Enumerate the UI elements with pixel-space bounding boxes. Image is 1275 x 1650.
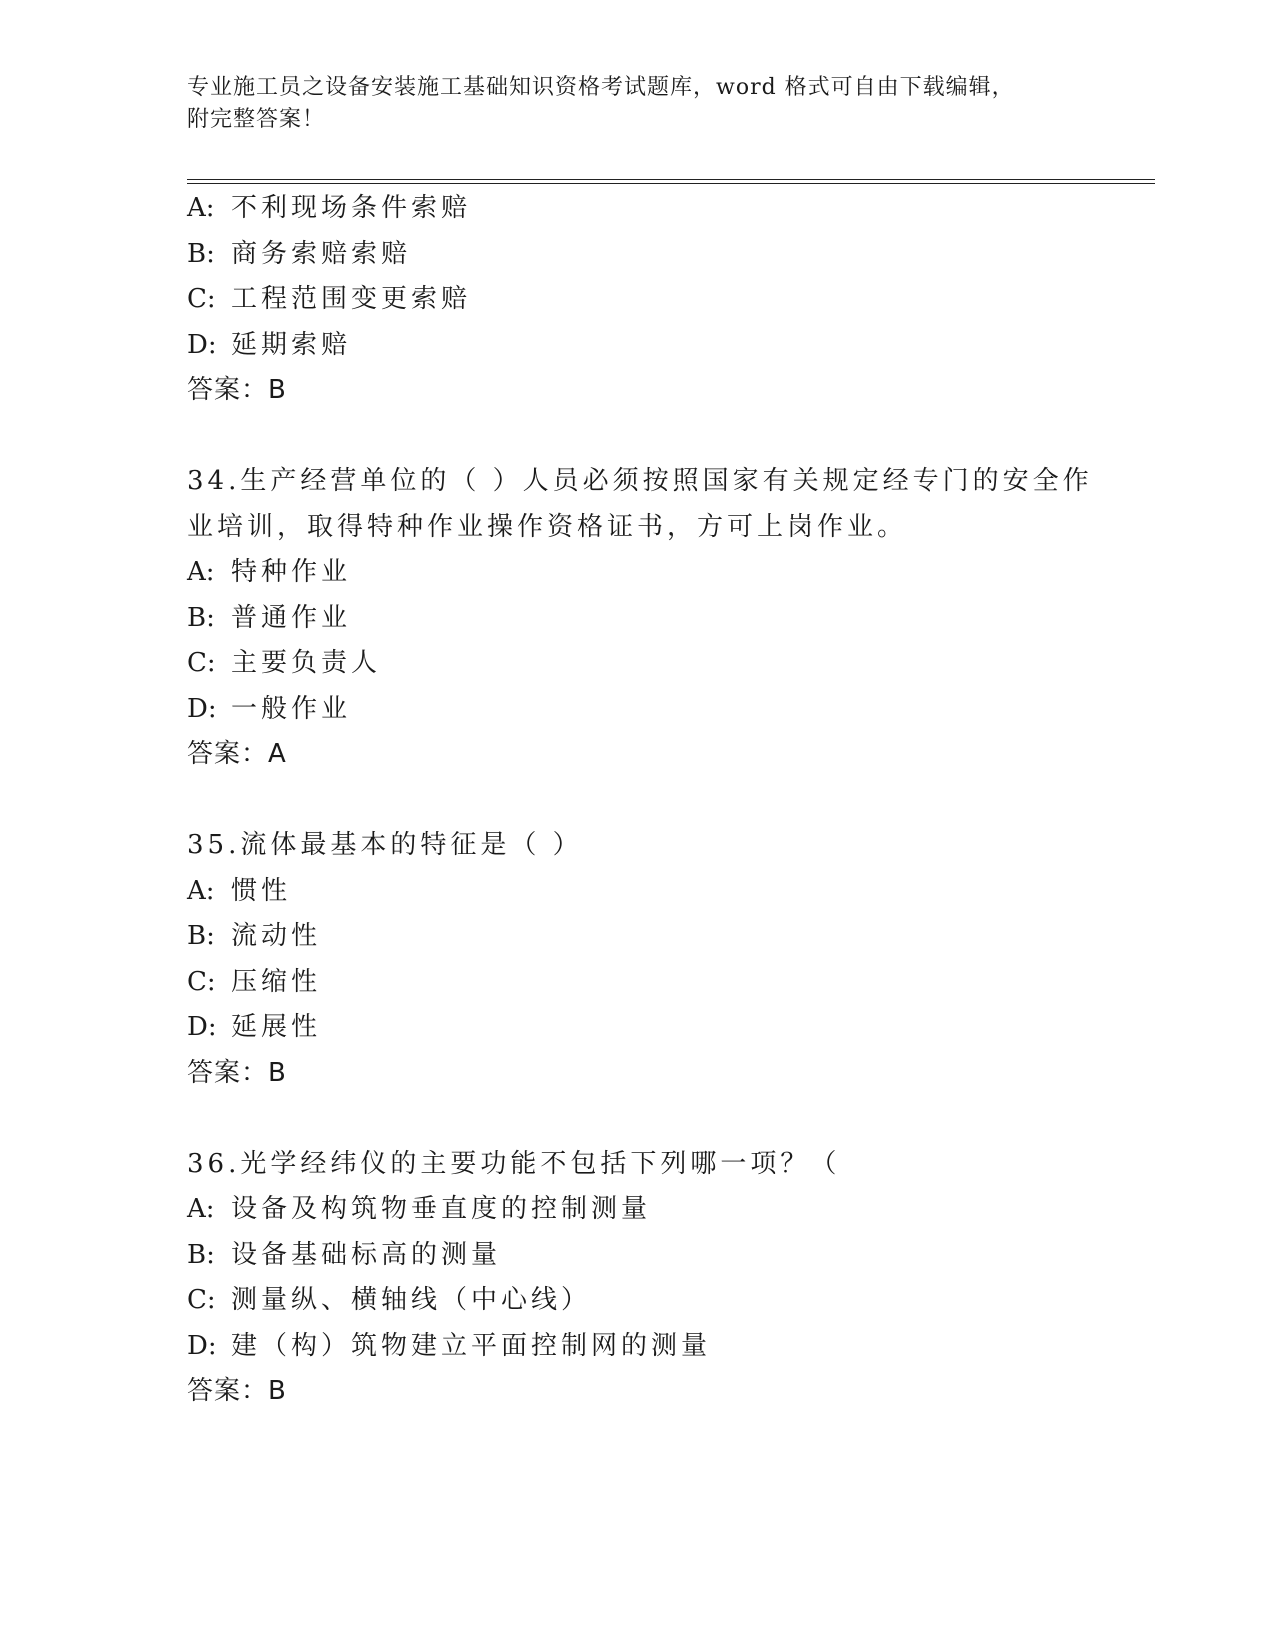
option-text: 压缩性 (231, 966, 322, 997)
option-c (187, 960, 1087, 1006)
document-header (187, 72, 1067, 136)
header-divider-top (187, 179, 1155, 180)
option-key: A: (187, 193, 215, 223)
option-text: 主要负责人 (231, 648, 382, 678)
option-key: C: (187, 648, 216, 678)
option-b (187, 914, 1087, 960)
option-key: D: (187, 1330, 217, 1361)
option-text: 普通作业 (231, 602, 352, 633)
option-c (187, 641, 1087, 687)
option-key: A: (187, 875, 215, 906)
option-key: D: (187, 1012, 217, 1042)
question-stem-line-2: 业培训，取得特种作业操作资格证书，方可上岗作业。 (187, 511, 908, 542)
question-36 (187, 1142, 1087, 1415)
spacer (187, 778, 1087, 824)
option-key: B: (187, 602, 215, 633)
question-stem-line-1: 34.生产经营单位的（ ）人员必须按照国家有关规定经专门的安全作 (187, 466, 1093, 496)
option-text: 工程范围变更索赔 (231, 284, 472, 314)
option-d (187, 1324, 1087, 1370)
option-a (187, 550, 1087, 596)
header-line-1: 专业施工员之设备安装施工基础知识资格考试题库，word 格式可自由下载编辑， (187, 75, 1015, 100)
option-b (187, 596, 1087, 642)
option-key: C: (187, 284, 216, 314)
option-key: D: (187, 329, 217, 360)
option-text: 惯性 (231, 875, 292, 906)
question-35 (187, 823, 1087, 1096)
question-stem: 36.光学经纬仪的主要功能不包括下列哪一项？（ (187, 1148, 841, 1179)
option-text: 延期索赔 (231, 329, 352, 360)
question-33 (187, 186, 1087, 414)
header-divider-bottom (187, 183, 1155, 184)
question-stem: 35.流体最基本的特征是（ ） (187, 830, 583, 860)
option-c (187, 1278, 1087, 1324)
option-text: 不利现场条件索赔 (231, 193, 472, 223)
option-d (187, 687, 1087, 733)
option-key: B: (187, 921, 215, 951)
option-text: 流动性 (231, 921, 322, 951)
option-text: 一般作业 (231, 693, 352, 724)
question-34 (187, 459, 1093, 778)
option-key: B: (187, 1239, 215, 1270)
answer-line: 答案：B (187, 1057, 287, 1088)
answer-line: 答案：A (187, 739, 287, 769)
option-text: 测量纵、横轴线（中心线） (231, 1285, 592, 1315)
option-text: 设备基础标高的测量 (231, 1239, 502, 1270)
option-d (187, 323, 1087, 369)
header-line-2: 附完整答案！ (187, 107, 326, 132)
option-key: C: (187, 1285, 216, 1315)
option-key: A: (187, 1194, 215, 1224)
option-d (187, 1005, 1087, 1051)
option-b (187, 232, 1087, 278)
option-key: C: (187, 966, 216, 997)
spacer (187, 1096, 1087, 1142)
answer-line: 答案：B (187, 1376, 287, 1406)
option-a (187, 186, 1087, 232)
option-key: B: (187, 238, 215, 269)
option-text: 特种作业 (231, 557, 352, 587)
option-b (187, 1233, 1087, 1279)
option-c (187, 277, 1087, 323)
option-key: D: (187, 693, 217, 724)
option-text: 延展性 (231, 1012, 322, 1042)
question-list (187, 186, 1093, 1415)
spacer (187, 414, 1087, 460)
option-key: A: (187, 557, 215, 587)
option-text: 商务索赔索赔 (231, 238, 412, 269)
option-a (187, 1187, 1087, 1233)
answer-line: 答案：B (187, 375, 287, 405)
option-a (187, 869, 1087, 915)
option-text: 建（构）筑物建立平面控制网的测量 (231, 1330, 712, 1361)
option-text: 设备及构筑物垂直度的控制测量 (231, 1194, 652, 1224)
